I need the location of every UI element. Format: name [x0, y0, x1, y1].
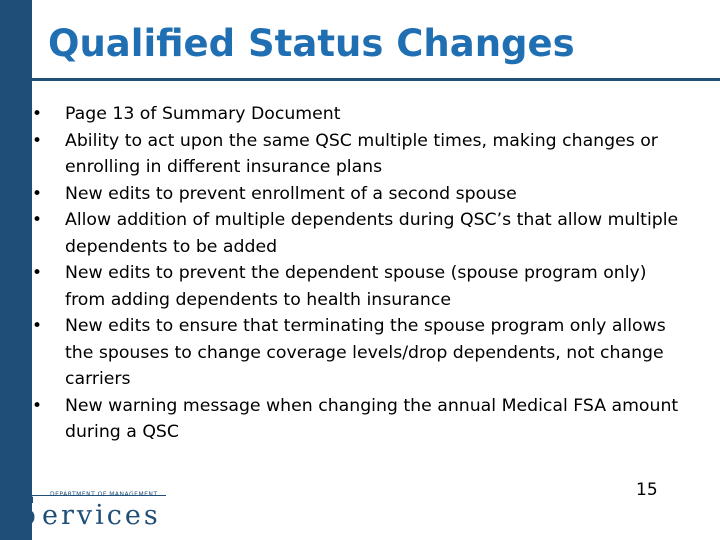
bullet-item: • New edits to prevent enrollment of a second spouse — [30, 181, 680, 208]
title-underline — [32, 78, 720, 81]
bullet-item: • New warning message when changing the annual Medical FSA amount during a QSC — [30, 393, 680, 446]
logo-initial: S — [10, 489, 38, 535]
bullet-item: • Ability to act upon the same QSC multiple times, making changes or enrolling in different insurance plans — [30, 128, 680, 181]
services-logo — [6, 488, 166, 538]
page-number: 15 — [636, 480, 658, 500]
bullet-item: • New edits to prevent the dependent spouse (spouse program only) from adding dependents to health insurance — [30, 260, 680, 313]
logo-word: ervices — [42, 500, 161, 531]
bullet-item: • New edits to ensure that terminating the spouse program only allows the spouses to change coverage levels/drop dependents, not change carriers — [30, 313, 680, 393]
logo-tagline: DEPARTMENT OF MANAGEMENT — [50, 491, 158, 498]
bullet-dot-icon: • — [32, 263, 43, 283]
bullet-item: • Allow addition of multiple dependents during QSC’s that allow multiple dependents to be added — [30, 207, 680, 260]
left-accent-bar — [0, 0, 32, 540]
bullet-dot-icon: • — [32, 316, 43, 336]
bullet-dot-icon: • — [32, 104, 43, 124]
bullet-dot-icon: • — [32, 130, 43, 151]
bullet-item: • Page 13 of Summary Document — [30, 101, 680, 128]
bullet-list — [30, 101, 680, 446]
slide-title: Qualified Status Changes — [48, 22, 575, 65]
bullet-dot-icon: • — [32, 395, 43, 416]
bullet-dot-icon: • — [32, 183, 43, 204]
bullet-dot-icon: • — [32, 210, 43, 230]
